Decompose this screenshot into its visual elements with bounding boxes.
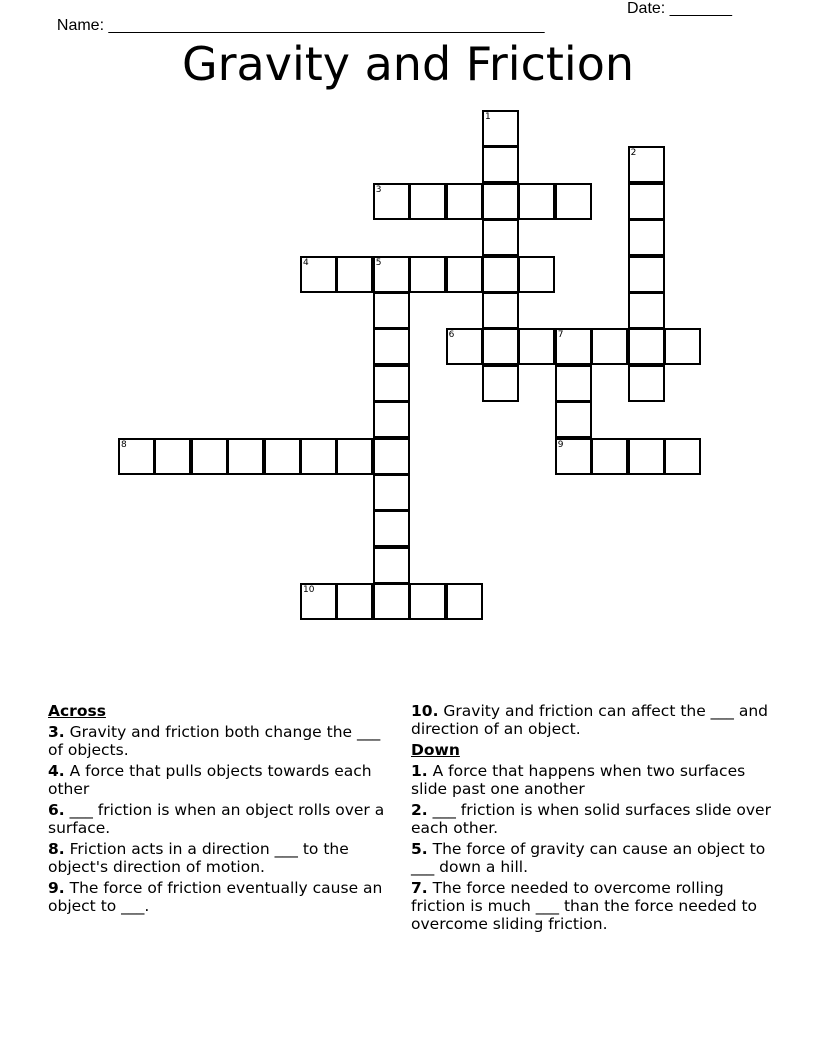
crossword-cell[interactable] [555,438,592,475]
crossword-cell[interactable] [373,365,410,402]
crossword-cell[interactable] [555,328,592,365]
crossword-cell[interactable] [373,547,410,584]
crossword-cell[interactable] [482,110,519,147]
crossword-cell[interactable] [591,328,628,365]
crossword-cell[interactable] [191,438,228,475]
clue-across-6 [48,801,393,837]
cell-number: 8 [121,439,127,450]
crossword-cell[interactable] [373,583,410,620]
clue-number: 9. [48,879,65,897]
cell-number: 3 [375,184,382,195]
clue-number: 8. [48,840,65,858]
crossword-cell[interactable] [373,328,410,365]
crossword-cell[interactable] [227,438,264,475]
clue-text: The force of gravity can cause an object to ___ down a hill. [411,840,766,876]
crossword-cell[interactable] [591,438,628,475]
clue-text: Gravity and friction can affect the ___ and direction of an object. [411,702,769,738]
crossword-cell[interactable] [300,583,337,620]
clue-text: The force needed to overcome rolling friction is much ___ than the force needed to overcome sliding friction. [411,879,758,933]
clue-across-4 [48,762,393,798]
date-field[interactable]: Date: _______ [627,0,732,17]
crossword-cell[interactable] [336,583,373,620]
clue-text: A force that happens when two surfaces slide past one another [411,762,746,798]
crossword-cell[interactable] [446,328,483,365]
cell-number: 7 [557,330,564,341]
crossword-cell[interactable] [518,328,555,365]
crossword-cell[interactable] [628,256,665,293]
crossword-cell[interactable] [336,256,373,293]
crossword-cell[interactable] [446,583,483,620]
cell-number: 10 [303,585,315,596]
crossword-cell[interactable] [409,183,446,220]
crossword-cell[interactable] [336,438,373,475]
crossword-cell[interactable] [482,365,519,402]
crossword-cell[interactable] [300,256,337,293]
crossword-cell[interactable] [373,510,410,547]
crossword-cell[interactable] [118,438,155,475]
crossword-cell[interactable] [373,401,410,438]
clue-down-1 [411,762,771,798]
crossword-cell[interactable] [373,256,410,293]
crossword-cell[interactable] [373,292,410,329]
crossword-cell[interactable] [482,292,519,329]
crossword-cell[interactable] [628,146,665,183]
clue-number: 5. [411,840,428,858]
clue-text: Gravity and friction both change the ___ of objects. [48,723,381,759]
crossword-cell[interactable] [555,401,592,438]
crossword-cell[interactable] [518,183,555,220]
crossword-cell[interactable] [373,183,410,220]
clue-number: 2. [411,801,428,819]
crossword-cell[interactable] [446,256,483,293]
crossword-cell[interactable] [373,438,410,475]
crossword-cell[interactable] [409,583,446,620]
clue-across-10 [411,702,771,738]
crossword-cell[interactable] [628,438,665,475]
cell-number: 4 [303,257,309,268]
crossword-cell[interactable] [482,256,519,293]
crossword-cell[interactable] [264,438,301,475]
crossword-cell[interactable] [664,328,701,365]
crossword-cell[interactable] [409,256,446,293]
cell-number: 6 [448,330,455,341]
clue-number: 10. [411,702,439,720]
page-title: Gravity and Friction [181,37,634,91]
clue-number: 3. [48,723,65,741]
clue-text: ___ friction is when an object rolls over a surface. [48,801,385,837]
clue-number: 7. [411,879,428,897]
clue-number: 1. [411,762,428,780]
crossword-cell[interactable] [555,183,592,220]
crossword-cell[interactable] [628,328,665,365]
clue-text: The force of friction eventually cause an object to ___. [48,879,383,915]
crossword-cell[interactable] [482,328,519,365]
clue-across-9 [48,879,393,915]
cell-number: 1 [485,112,491,122]
clue-number: 4. [48,762,65,780]
cell-number: 5 [375,257,382,268]
crossword-cell[interactable] [154,438,191,475]
crossword-cell[interactable] [628,292,665,329]
crossword-cell[interactable] [373,474,410,511]
crossword-cell[interactable] [482,219,519,256]
crossword-cell[interactable] [518,256,555,293]
clue-text: Friction acts in a direction ___ to the object's direction of motion. [48,840,349,876]
crossword-cell[interactable] [628,219,665,256]
crossword-cell[interactable] [482,183,519,220]
clue-across-3 [48,723,393,759]
across-heading: Across [48,702,106,720]
clue-down-7 [411,879,771,933]
clue-number: 6. [48,801,65,819]
cell-number: 9 [557,439,564,450]
name-field[interactable]: Name: _________________________________________________ [56,17,545,34]
crossword-cell[interactable] [482,146,519,183]
clues-column-left [48,702,393,918]
clue-down-2 [411,801,771,837]
clue-down-5 [411,840,771,876]
down-heading: Down [411,741,460,759]
clue-across-8 [48,840,393,876]
cell-number: 2 [630,148,637,159]
header-line [48,0,768,34]
crossword-cell[interactable] [628,365,665,402]
crossword-cell[interactable] [628,183,665,220]
clues-column-right [411,702,771,936]
crossword-cell[interactable] [555,365,592,402]
crossword-cell[interactable] [664,438,701,475]
clue-text: A force that pulls objects towards each other [48,762,372,798]
crossword-cell[interactable] [446,183,483,220]
clue-text: ___ friction is when solid surfaces slide over each other. [411,801,771,837]
crossword-cell[interactable] [300,438,337,475]
